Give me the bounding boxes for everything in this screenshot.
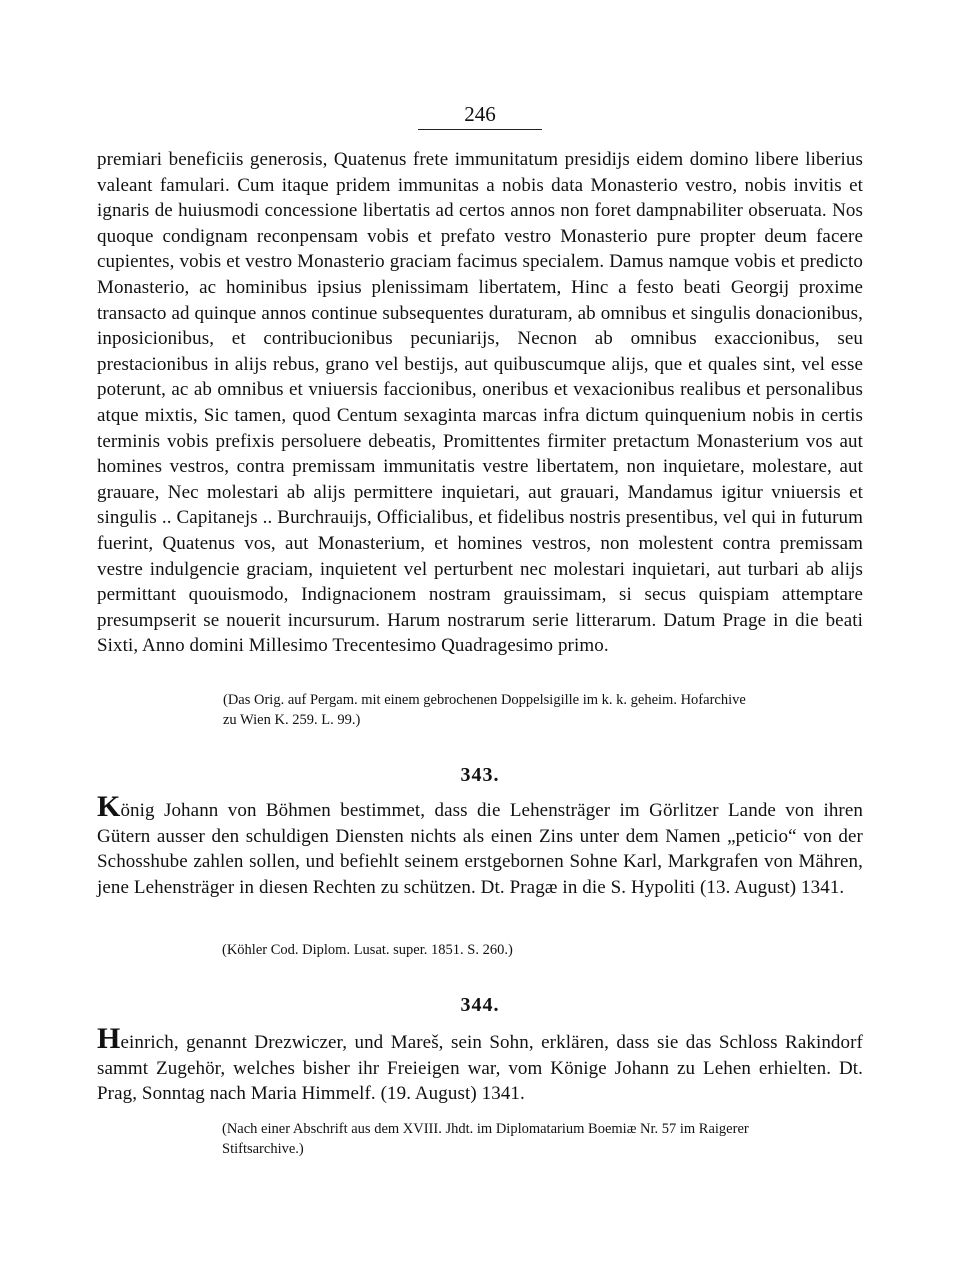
source-note-344-line-2: Stiftsarchive.) <box>222 1141 304 1157</box>
source-note-344 <box>97 1119 863 1159</box>
source-note-line-2: zu Wien K. 259. L. 99.) <box>223 712 361 728</box>
continued-charter <box>97 147 863 659</box>
regest-344-text <box>97 1022 863 1107</box>
regest-344-body: einrich, genannt Drezwiczer, und Mareš, sein Sohn, erklären, dass sie das Schloss Rakindorf sammt Zugehör, welches bisher ihr Freieigen war, vom Könige Johann zu Lehen erhielten. Dt. Prag, Sonntag nach Maria Himmelf. (19. August) 1341. <box>97 1032 863 1105</box>
source-note-344-line-1: (Nach einer Abschrift aus dem XVIII. Jhdt. im Diplomatarium Boemiæ Nr. 57 im Raigerer <box>222 1121 749 1137</box>
page-number: 246 <box>418 101 542 130</box>
source-note-line-1: (Das Orig. auf Pergam. mit einem gebrochenen Doppelsigille im k. k. geheim. Hofarchive <box>223 692 746 708</box>
regest-344 <box>97 1022 863 1107</box>
charter-text: premiari beneficiis generosis, Quatenus frete immunitatum presidijs eidem domino libere liberius valeant famulari. Cum itaque pridem immunitas a nobis data Monasterio vestro, nobis invitis et ignaris de huiusmodi concessione libertatis ad certos annos non foret dampnabiliter obseruata. Nos quoque condignam reconpensam vobis et prefato vestro Monasterio pure propter deum facere cupientes, vobis et vestro Monasterio graciam facimus specialem. Damus namque vobis et predicto Monasterio, ac hominibus ipsius plenissimam libertatem, Hinc a festo beati Georgij proxime transacto ad quinque annos continue subsequentes duraturam, ab omnibus et singulis donacionibus, inposicionibus, et contribucionibus pecuniarijs, Necnon ab omnibus exaccionibus, seu prestacionibus in alijs rebus, grano vel bestijs, aut quibuscumque alijs, que et quales sint, vel esse poterunt, ac ab omnibus et vniuersis faccionibus, oneribus et vexacionibus realibus et personalibus atque mixtis, Sic tamen, quod Centum sexaginta marcas infra dictum quinquenium nobis in certis terminis vobis prefixis persoluere debeatis, Promittentes firmiter pretactum Monasterium vos aut homines vestros, contra premissam immunitatis vestre libertatem, non inquietare, molestare, aut grauare, Nec molestari ab alijs permittere inquietari, aut grauari, Mandamus igitur vniuersis et singulis .. Capitanejs .. Burchrauijs, Officialibus, et fidelibus nostris presentibus, vel qui in futurum fuerint, Quatenus vos, aut Monasterium, et homines vestros, non molestent contra premissam vestre indulgencie graciam, inquietent vel perturbent nec molestari inquietari, aut turbari ab alijs permittant quouismodo, Indignacionem nostram grauissimam, si secus quispiam attemptare presumpserit se nouerit incursurum. Harum nostrarum serie litterarum. Datum Prage in die beati Sixti, Anno domini Millesimo Trecentesimo Quadragesimo primo. <box>97 149 863 657</box>
drop-initial: H <box>97 1022 121 1055</box>
source-note-343 <box>97 940 863 960</box>
regest-343 <box>97 790 863 900</box>
regest-343-body: önig Johann von Böhmen bestimmet, dass die Lehensträger im Görlitzer Lande von ihren Gütern ausser den schuldigen Diensten nichts als einen Zins unter dem Namen „peticio“ von der Schosshube zahlen sollen, und befiehlt seinem erstgebornen Sohne Karl, Markgrafen von Mähren, jene Lehensträger in diesen Rechten zu schützen. Dt. Pragæ in die S. Hypoliti (13. August) 1341. <box>97 800 863 898</box>
regest-344-note <box>97 1119 863 1159</box>
document-number-344: 344. <box>460 994 500 1016</box>
drop-initial: K <box>97 790 121 823</box>
regest-343-text <box>97 790 863 900</box>
source-note <box>97 690 863 730</box>
source-note-343-line-1: (Köhler Cod. Diplom. Lusat. super. 1851. S. 260.) <box>222 942 513 958</box>
charter-source-note <box>97 690 863 730</box>
document-number-343: 343. <box>460 764 500 786</box>
regest-343-note <box>97 940 863 960</box>
